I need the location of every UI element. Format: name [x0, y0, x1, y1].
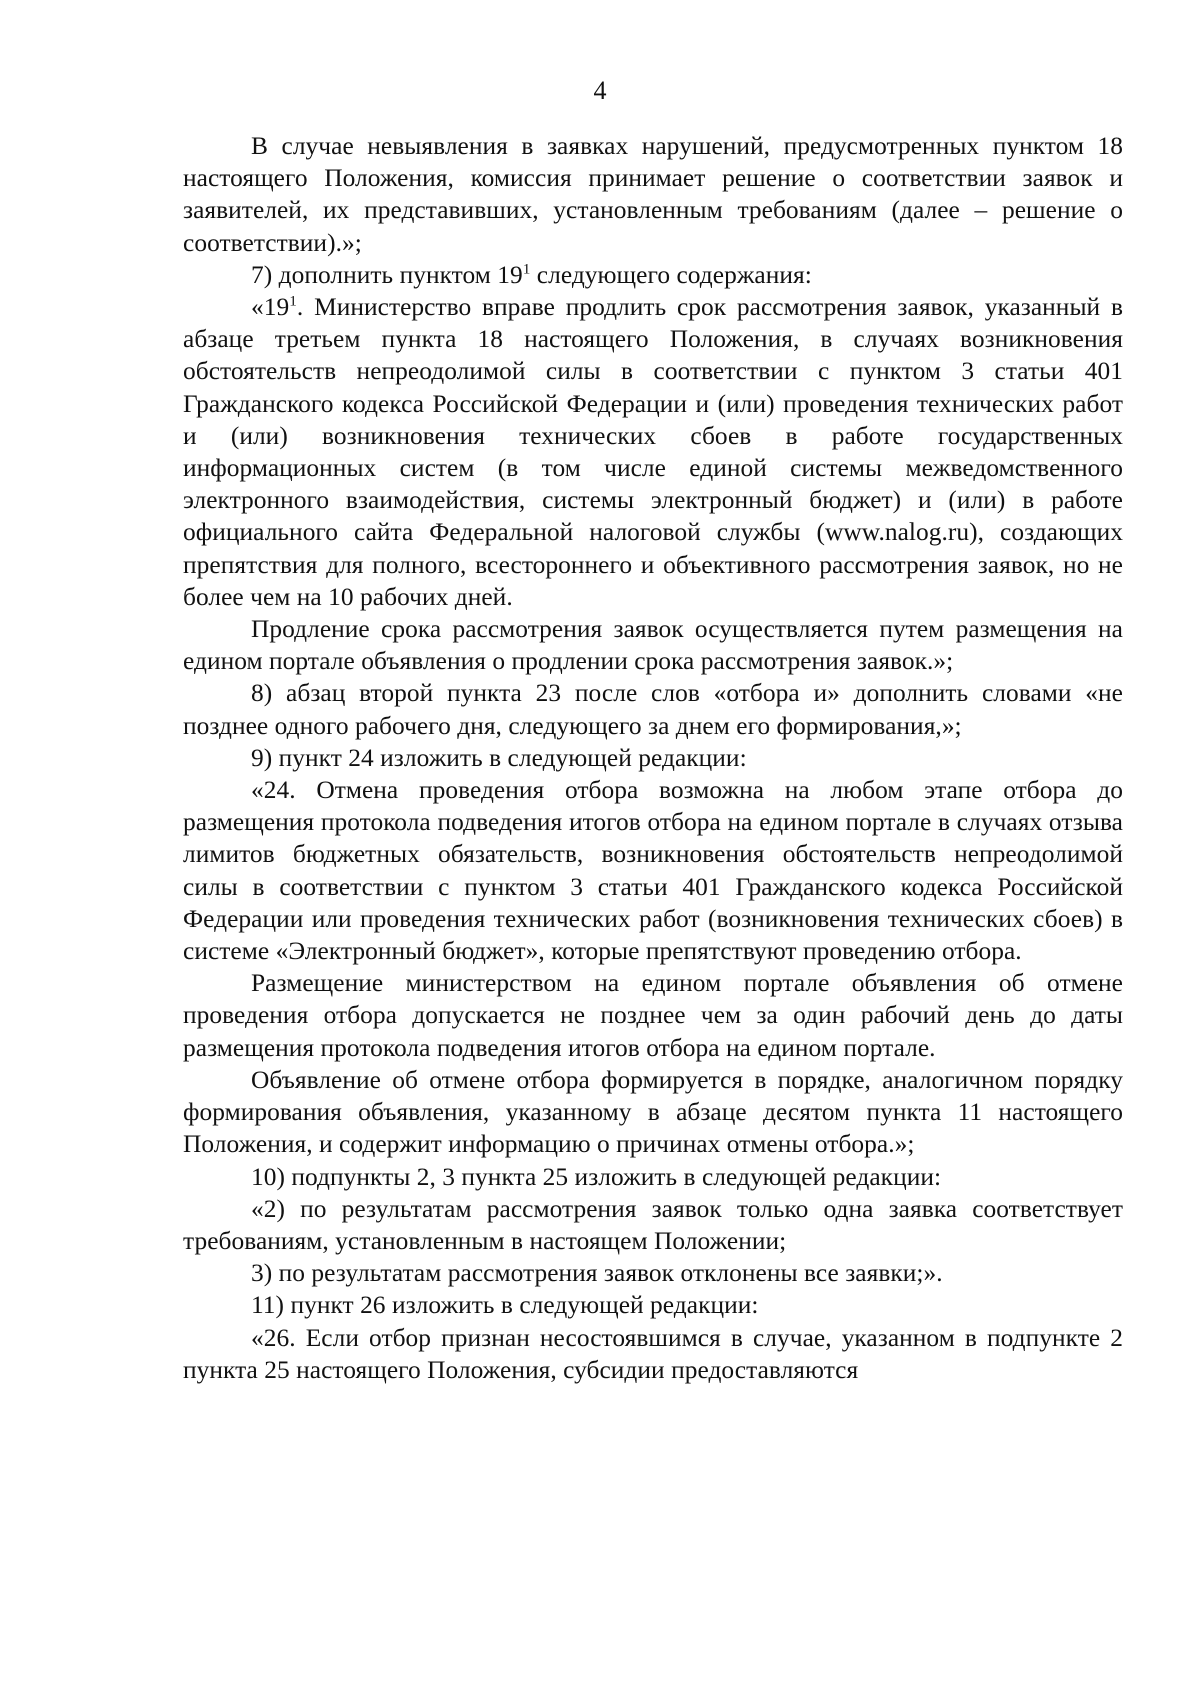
document-body: [183, 130, 1123, 1386]
paragraph: Объявление об отмене отбора формируется в порядке, аналогичном порядку формирования объявления, указанному в абзаце десятом пункта 11 настоящего Положения, и содержит информацию о причинах отмены отбора.»;: [183, 1065, 1123, 1159]
page-number: 4: [593, 76, 607, 105]
paragraph: Размещение министерством на едином портале объявления об отмене проведения отбора допускается не позднее чем за один рабочий день до даты размещения протокола подведения итогов отбора на едином портале.: [183, 969, 1123, 1062]
paragraph: 8) абзац второй пункта 23 после слов «отбора и» дополнить словами «не позднее одного рабочего дня, следующего за днем его формирования,»;: [183, 679, 1123, 740]
paragraph: 10) подпункты 2, 3 пункта 25 изложить в следующей редакции:: [251, 1162, 942, 1191]
paragraph: 7) дополнить пунктом $19^1$ следующего содержания:: [251, 260, 812, 289]
paragraph: «2) по результатам рассмотрения заявок только одна заявка соответствует требованиям, установленным в настоящем Положении;: [183, 1194, 1123, 1255]
paragraph: Продление срока рассмотрения заявок осуществляется путем размещения на едином портале объявления о продлении срока рассмотрения заявок.»;: [183, 615, 1123, 676]
paragraph: 9) пункт 24 изложить в следующей редакции:: [251, 743, 747, 772]
paragraph: В случае невыявления в заявках нарушений, предусмотренных пунктом 18 настоящего Положения, комиссия принимает решение о соответствии заявок и заявителей, их представивших, установленным требованиям (далее – решение о соответствии).»;: [183, 132, 1123, 257]
superscript: 1: [289, 292, 297, 310]
paragraph: 11) пункт 26 изложить в следующей редакции:: [251, 1291, 759, 1320]
superscript: 1: [522, 260, 531, 278]
paragraph: «26. Если отбор признан несостоявшимся в случае, указанном в подпункте 2 пункта 25 настоящего Положения, субсидии предоставляются: [183, 1323, 1123, 1384]
paragraph: «24. Отмена проведения отбора возможна на любом этапе отбора до размещения протокола подведения итогов отбора на едином портале в случаях отзыва лимитов бюджетных обязательств, возникновения обстоятельств непреодолимой силы в соответствии с пунктом 3 статьи 401 Гражданского кодекса Российской Федерации или проведения технических работ (возникновения технических сбоев) в системе «Электронный бюджет», которые препятствуют проведению отбора.: [183, 776, 1123, 966]
paragraph: «$19^1$. Министерство вправе продлить срок рассмотрения заявок, указанный в абзаце третьем пункта 18 настоящего Положения, в случаях возникновения обстоятельств непреодолимой силы в соответствии с пунктом 3 статьи 401 Гражданского кодекса Российской Федерации и (или) проведения технических работ и (или) возникновения технических сбоев в работе государственных информационных систем (в том числе единой системы межведомственного электронного взаимодействия, системы электронный бюджет) и (или) в работе официального сайта Федеральной налоговой службы (www.nalog.ru), создающих препятствия для полного, всестороннего и объективного рассмотрения заявок, но не более чем на 10 рабочих дней.: [183, 292, 1123, 611]
paragraph: 3) по результатам рассмотрения заявок отклонены все заявки;».: [251, 1259, 943, 1288]
